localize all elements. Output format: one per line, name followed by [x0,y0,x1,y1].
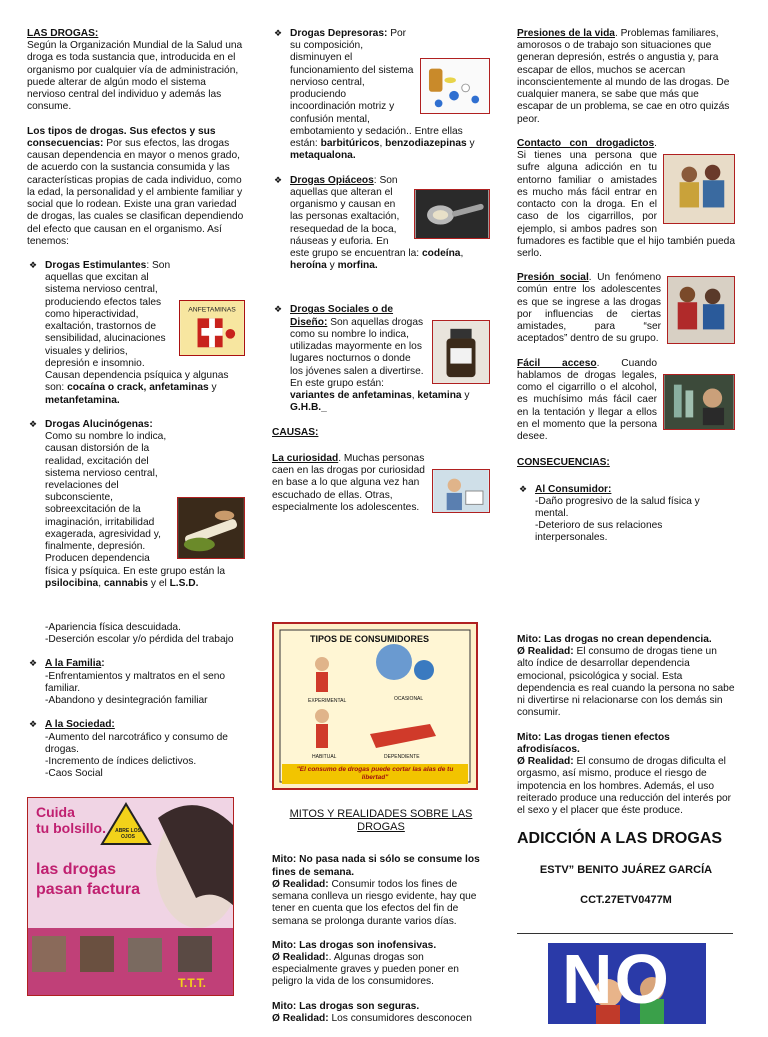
poster-line-1: Cuida [36,804,75,820]
curiosidad-paragraph: La curiosidad. Muchas personas caen en las drogas por curiosidad en base a lo que alguna vez han escuchado de ellas. Otras, especialmente los adolescentes. [272,453,490,514]
presion-image [667,276,735,344]
poster-line-4: pasan factura [36,881,141,898]
facil-paragraph: Fácil acceso. Cuando hablamos de drogas legales, como el cigarrillo o el alcohol, es muchísimo más fácil caer en la tentación y llegar a ellos en el momento que la persona desee. [517,358,735,444]
mitos-heading: MITOS Y REALIDADES SOBRE LAS DROGAS [289,808,473,834]
presion-paragraph: Presión social. Un fenómeno común entre los adolescentes es que se ingrese a las drogas por influencias de ciertas amistades, para “ser aceptados” dentro de su grupo. [517,272,735,345]
curiosity-image [432,469,490,513]
intro-paragraph: Según la Organización Mundial de la Salud una droga es toda sustancia que, introducida en el organismo por cualquier vía de administración, puede alterar de algún modo el sistema nervioso central del individuo y además las consume. [27,40,243,113]
mito-item: Mito: Las drogas tienen efectos afrodisíacos. Ø Realidad: El consumo de drogas dificulta el orgasmo, así mismo, produce el riesgo de impotencia en los hombres. Además, el uso reiterado produce una reducción del interés por el sexo y el placer que éste produce. [517,731,732,817]
cuida-tu-bolsillo-poster [27,797,234,996]
presiones-paragraph: Presiones de la vida. Problemas familiares, amorosos o de trabajo son situaciones que generan depresión, estrés o angustia y, para escapar de ellos, muchos se acercan inconscientemente al mundo de las drogas. De cualquier manera, se sabe que más que escapar de un problema, se cae en otro quizás peor. [517,28,730,125]
column-6 [517,634,735,934]
label-dependiente: DEPENDIENTE [384,754,420,760]
brochure-title: ADICCIÓN A LAS DROGAS [517,830,723,848]
causas-heading: CAUSAS: [272,426,319,438]
label-experimental: EXPERIMENTAL [308,698,347,704]
contacto-image [663,154,735,224]
tipos-consumidores-panel [272,622,478,790]
column-5 [272,808,490,1037]
consumidor-extra-item: -Deserción escolar y/o pérdida del trabajo [45,634,234,646]
column-4 [27,622,247,793]
mito-item: Mito: Las drogas son inofensivas. Ø Realidad:. Algunas drogas son especialmente graves y pueden poner en peligro la vida de los consumidores. [272,939,459,988]
opiaceos-item: ❖ Drogas Opiáceos: Son aquellas que alteran el organismo y causan en las personas exaltación, resequedad de la boca, náuseas y euforia. En este grupo se encuentran la: codeína, heroína y morfina. [272,175,490,273]
divider [517,933,733,934]
anfetaminas-image [179,300,245,356]
spoon-image [414,189,490,239]
pills-image [420,58,490,114]
mito-item: Mito: Las drogas no crean dependencia. Ø Realidad: El consumo de drogas tiene un alto índice de desarrollar dependencia emocional, psicológica y social. Esta dependencia es real cuando la persona no sabe ni divertirse ni relacionarse con los demás sin consumir. [517,634,735,719]
bottle-image [432,320,490,384]
sociales-item: ❖ Drogas Sociales o de Diseño: Son aquellas drogas como su nombre lo indica, utilizadas mayormente en los lugares nocturnos o donde los jóvenes salen a divertirse. En este grupo están: variantes de anfetaminas, ketamina y G.H.B._ [272,304,490,414]
consecuencias-heading: CONSECUENCIAS: [517,457,610,469]
consumidor-item: ❖ Al Consumidor: -Daño progresivo de la salud física y mental. -Deterioro de sus relaciones interpersonales. [517,484,735,545]
consumidores-slogan: "El consumo de drogas puede cortar las alas de tu libertad" [296,766,454,781]
poster-line-2: tu bolsillo. [36,820,106,836]
anfetaminas-label: ❖ ANFETAMINAS [188,306,236,314]
column-2 [272,28,490,515]
poster-sign: ABRE LOS OJOS [115,828,141,840]
label-habitual: HABITUAL [312,754,337,760]
depresoras-item: ❖ Drogas Depresoras: Por su composición, disminuyen el funcionamiento del sistema nervioso central, produciendo incoordinación motriz y confusión mental, embotamiento y sedación.. Entre ellas están: barbitúricos, benzodiazepinas y metaqualona. [272,28,490,163]
tipos-consumidores-title: TIPOS DE CONSUMIDORES [310,634,430,644]
no-text: NO [562,943,671,1018]
poster-tag: T.T.T. [178,976,207,990]
sociedad-item: ❖ A la Sociedad: -Aumento del narcotráfico y consumo de drogas. -Incremento de índices delictivos. -Caos Social [27,719,247,780]
estimulantes-item: ❖ ANFETAMINAS Drogas Estimulantes: Son aquellas que excitan al sistema nervioso central, produciendo efectos tales como hiperactividad, exaltación, trastornos de sensibilidad, alucinaciones visuales y delirios, depresión e insomnio. Causan dependencia psíquica y algunas son: cocaína o crack, anfetaminas y metanfetamina. [27,260,245,407]
school-name: ESTV” BENITO JUÁREZ GARCÍA [539,864,713,877]
column-3 [517,28,735,557]
consumidor-extra-item: -Apariencia física descuidada. [45,622,181,633]
mito-item: Mito: Las drogas son seguras. Ø Realidad: Los consumidores desconocen [272,1000,472,1024]
cannabis-image [177,497,245,559]
facil-image [663,374,735,430]
heading-las-drogas: LAS DROGAS: [27,28,99,39]
no-drogas-image [548,943,706,1024]
contacto-paragraph: Contacto con drogadictos. Si tienes una persona que sufre alguna adicción en tu entorno familiar o amistades es mucho más fácil entrar en contacto con la droga. En el caso de los cigarrillos, por ejemplo, si ambos padres son fumadores es factible que el hijo también pueda serlo. [517,137,735,259]
types-paragraph: Los tipos de drogas. Sus efectos y sus consecuencias: Por sus efectos, las drogas causan dependencia en mayor o menos grado, de acuerdo con la sustancia consumida y las características propias de cada individuo, como la edad, la personalidad y el ambiente familiar y social que lo rodean. Existe una gran variedad de drogas, las cuales se clasifican dependiendo del efecto que causan en el organismo. Así tenemos: [27,125,244,247]
poster-line-3: las drogas [36,861,117,878]
school-cct: CCT.27ETV0477M [580,893,672,906]
alucinogenas-item: ❖ Drogas Alucinógenas: Como su nombre lo indica, causan distorsión de la realidad, excitación del sistema nervioso central, revelaciones del subconsciente, sobreexcitación de la imaginación, irritabilidad exagerada, agresividad y, finalmente, depresión. Producen dependencia física y psíquica. En este grupo están la psilocibina, cannabis y el L.S.D. [27,419,245,590]
column-1 [27,28,245,602]
mito-item: Mito: No pasa nada si sólo se consume los fines de semana. Ø Realidad: Consumir todos los fines de semana conlleva un riesgo evidente, hay que tener en cuenta que los efectos del fin de semana se prolonga durante varios días. [272,854,480,927]
label-ocasional: OCASIONAL [394,696,424,702]
familia-item: ❖ A la Familia: -Enfrentamientos y maltratos en el seno familiar. -Abandono y desintegración familiar [27,658,247,707]
